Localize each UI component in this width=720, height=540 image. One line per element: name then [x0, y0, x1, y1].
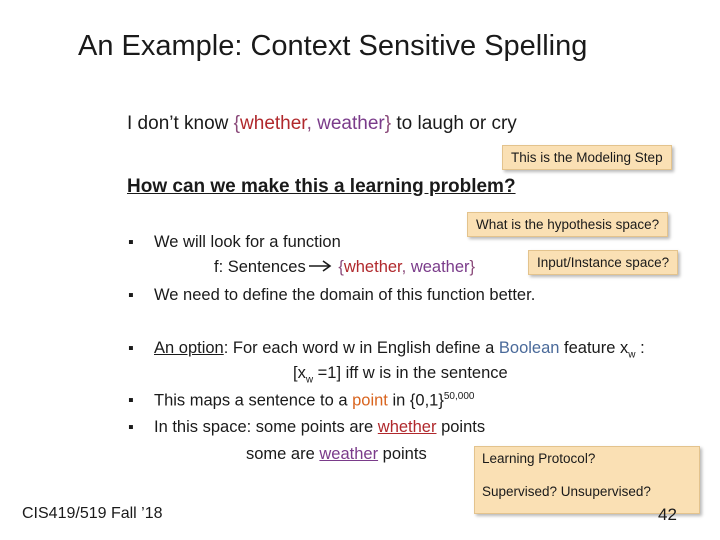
- example-prefix: I don’t know: [127, 113, 234, 134]
- option-boolean: Boolean: [498, 339, 560, 357]
- space-prefix: In this space: some points are: [154, 418, 378, 436]
- callout-modeling-step: This is the Modeling Step: [502, 145, 672, 170]
- example-comma: ,: [306, 113, 318, 134]
- bullet-marker: ▪: [128, 392, 134, 409]
- maps-prefix: This maps a sentence to a: [154, 391, 353, 410]
- callout-protocol-text: Learning Protocol?: [482, 451, 596, 466]
- maps-point: point: [352, 391, 388, 410]
- example-word-weather: weather: [317, 113, 385, 134]
- callout-supervised-text: Supervised? Unsupervised?: [482, 484, 651, 499]
- callout-hypothesis-space: What is the hypothesis space?: [467, 212, 668, 237]
- example-word-whether: whether: [240, 113, 307, 134]
- callout-learning-protocol: [474, 446, 700, 514]
- bullet-marker: ▪: [128, 287, 134, 304]
- function-sig-open-brace: {: [333, 258, 344, 276]
- course-footer: CIS419/519 Fall ’18: [22, 505, 163, 522]
- option-line-2: [293, 364, 508, 385]
- function-sig-prefix: f: Sentences: [214, 258, 306, 276]
- bullet-space: [154, 418, 485, 437]
- arrow-right-icon: [308, 258, 334, 277]
- example-close-brace: }: [384, 113, 392, 134]
- callout-instance-space: Input/Instance space?: [528, 250, 678, 275]
- slide-title: An Example: Context Sensitive Spelling: [78, 30, 588, 62]
- function-sig-close-brace: }: [469, 258, 476, 276]
- space-line-2: [246, 445, 427, 464]
- bullet-marker: ▪: [128, 340, 134, 357]
- bullet-marker: ▪: [128, 419, 134, 436]
- function-sig-whether: whether: [343, 258, 402, 276]
- space-whether: whether: [377, 418, 437, 436]
- bullet-maps-point: [154, 391, 474, 411]
- option-l2-rest: =1] iff w is in the sentence: [313, 364, 508, 382]
- maps-mid: in {0,1}: [387, 391, 444, 410]
- example-suffix: to laugh or cry: [391, 113, 517, 134]
- section-heading: How can we make this a learning problem?: [127, 176, 516, 197]
- option-mid: : For each word w in English define a: [223, 339, 499, 357]
- page-number: 42: [658, 505, 677, 524]
- option-l2-open: [x: [293, 364, 306, 382]
- function-sig-comma: ,: [401, 258, 411, 276]
- space-l2-weather: weather: [319, 445, 379, 463]
- bullet-function: We will look for a function: [154, 233, 341, 251]
- space-l2-suffix: points: [378, 445, 427, 463]
- bullet-domain: We need to define the domain of this function better.: [154, 286, 536, 304]
- bullet-marker: ▪: [128, 234, 134, 251]
- space-suffix: points: [436, 418, 486, 436]
- space-l2-prefix: some are: [246, 445, 320, 463]
- option-feature-sub: w: [628, 349, 636, 361]
- option-l2-sub: w: [305, 374, 314, 386]
- option-feature: feature x: [559, 339, 629, 357]
- bullet-option: [154, 339, 645, 360]
- function-signature: [214, 258, 475, 277]
- function-sig-weather: weather: [410, 258, 470, 276]
- maps-sup: 50,000: [443, 391, 475, 402]
- option-label: An option: [154, 339, 224, 357]
- example-open-brace: {: [233, 113, 241, 134]
- example-sentence: [127, 113, 517, 135]
- option-end: :: [635, 339, 645, 357]
